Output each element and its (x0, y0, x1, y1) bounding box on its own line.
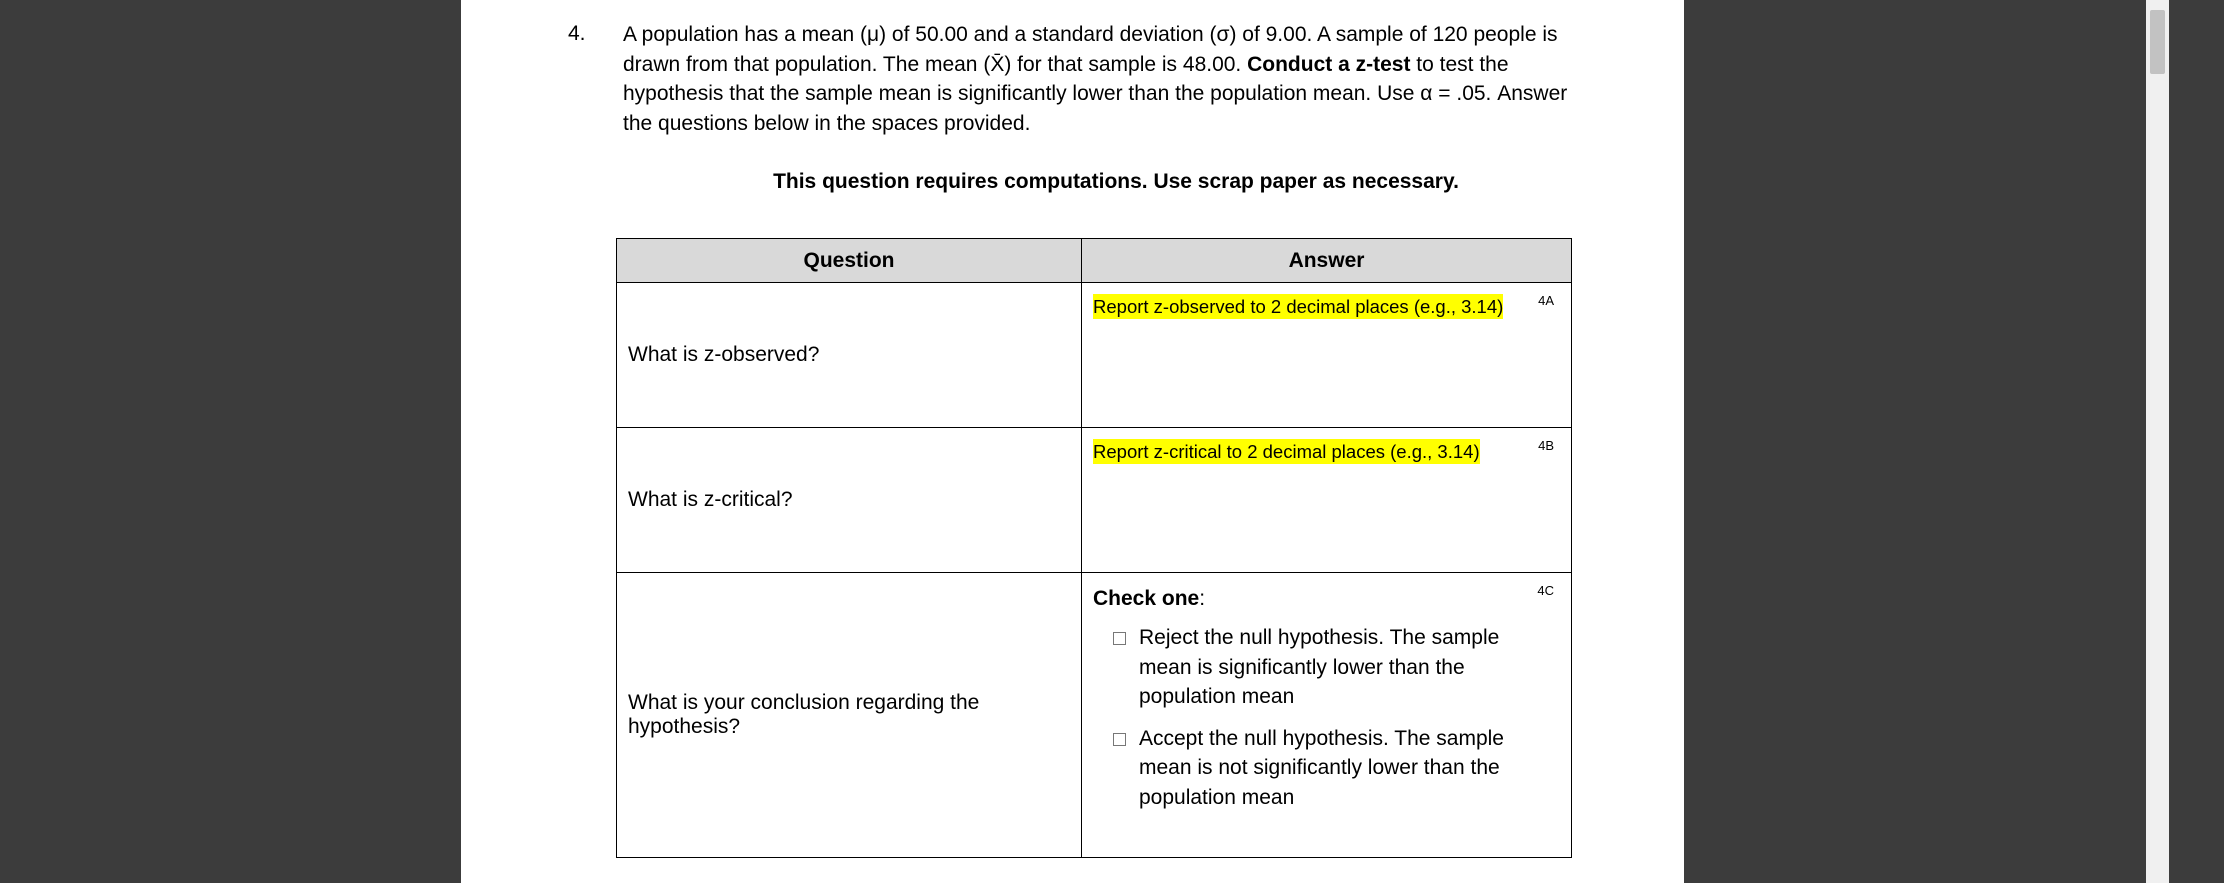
answer-table (616, 238, 1572, 858)
table-row (617, 283, 1572, 428)
check-one-bold: Check one (1093, 587, 1200, 610)
answer-hint-4b: Report z-critical to 2 decimal places (e.g., 3.14) (1093, 441, 1480, 462)
answer-field-4b[interactable] (1082, 428, 1572, 573)
table-row (617, 428, 1572, 573)
answer-field-4a[interactable] (1082, 283, 1572, 428)
option-accept-label: Accept the null hypothesis. The sample mean is not significantly lower than the population mean (1139, 726, 1504, 809)
vertical-scrollbar[interactable] (2146, 0, 2169, 883)
question-text-part1: A population has a mean (μ) of 50.00 and a standard deviation (σ) of 9.00. A sample of 120 people is drawn from that population. The mean (X̄) for that sample is 48.00. (623, 23, 1558, 76)
question-text (623, 20, 1583, 138)
accept-checkbox[interactable] (1113, 733, 1126, 746)
reject-checkbox[interactable] (1113, 632, 1126, 645)
question-number: 4. (568, 22, 586, 45)
option-accept[interactable] (1113, 724, 1543, 813)
header-answer: Answer (1082, 239, 1572, 283)
check-one-label (1093, 587, 1571, 611)
question-text-part2: to test the hypothesis that the sample mean is significantly lower than the population mean. Use α = .05. Answer the questions below in the spaces provided. (623, 52, 1568, 135)
answer-tag-4a: 4A (1538, 293, 1554, 308)
answer-field-4c (1082, 573, 1572, 858)
header-question: Question (617, 239, 1082, 283)
scrollbar-thumb[interactable] (2150, 10, 2165, 74)
question-text-bold: Conduct a z-test (1247, 52, 1411, 76)
table-row (617, 573, 1572, 858)
table-header-row (617, 239, 1572, 283)
answer-tag-4c: 4C (1537, 583, 1554, 598)
computation-note: This question requires computations. Use scrap paper as necessary. (773, 170, 1459, 193)
answer-tag-4b: 4B (1538, 438, 1554, 453)
question-cell-4a: What is z-observed? (617, 283, 1082, 428)
option-reject-label: Reject the null hypothesis. The sample mean is significantly lower than the population mean (1139, 626, 1500, 708)
answer-hint-4a: Report z-observed to 2 decimal places (e.g., 3.14) (1093, 296, 1504, 317)
check-one-colon: : (1199, 587, 1206, 610)
question-cell-4c: What is your conclusion regarding the hypothesis? (617, 573, 1082, 858)
question-cell-4b: What is z-critical? (617, 428, 1082, 573)
option-reject[interactable] (1113, 623, 1543, 712)
